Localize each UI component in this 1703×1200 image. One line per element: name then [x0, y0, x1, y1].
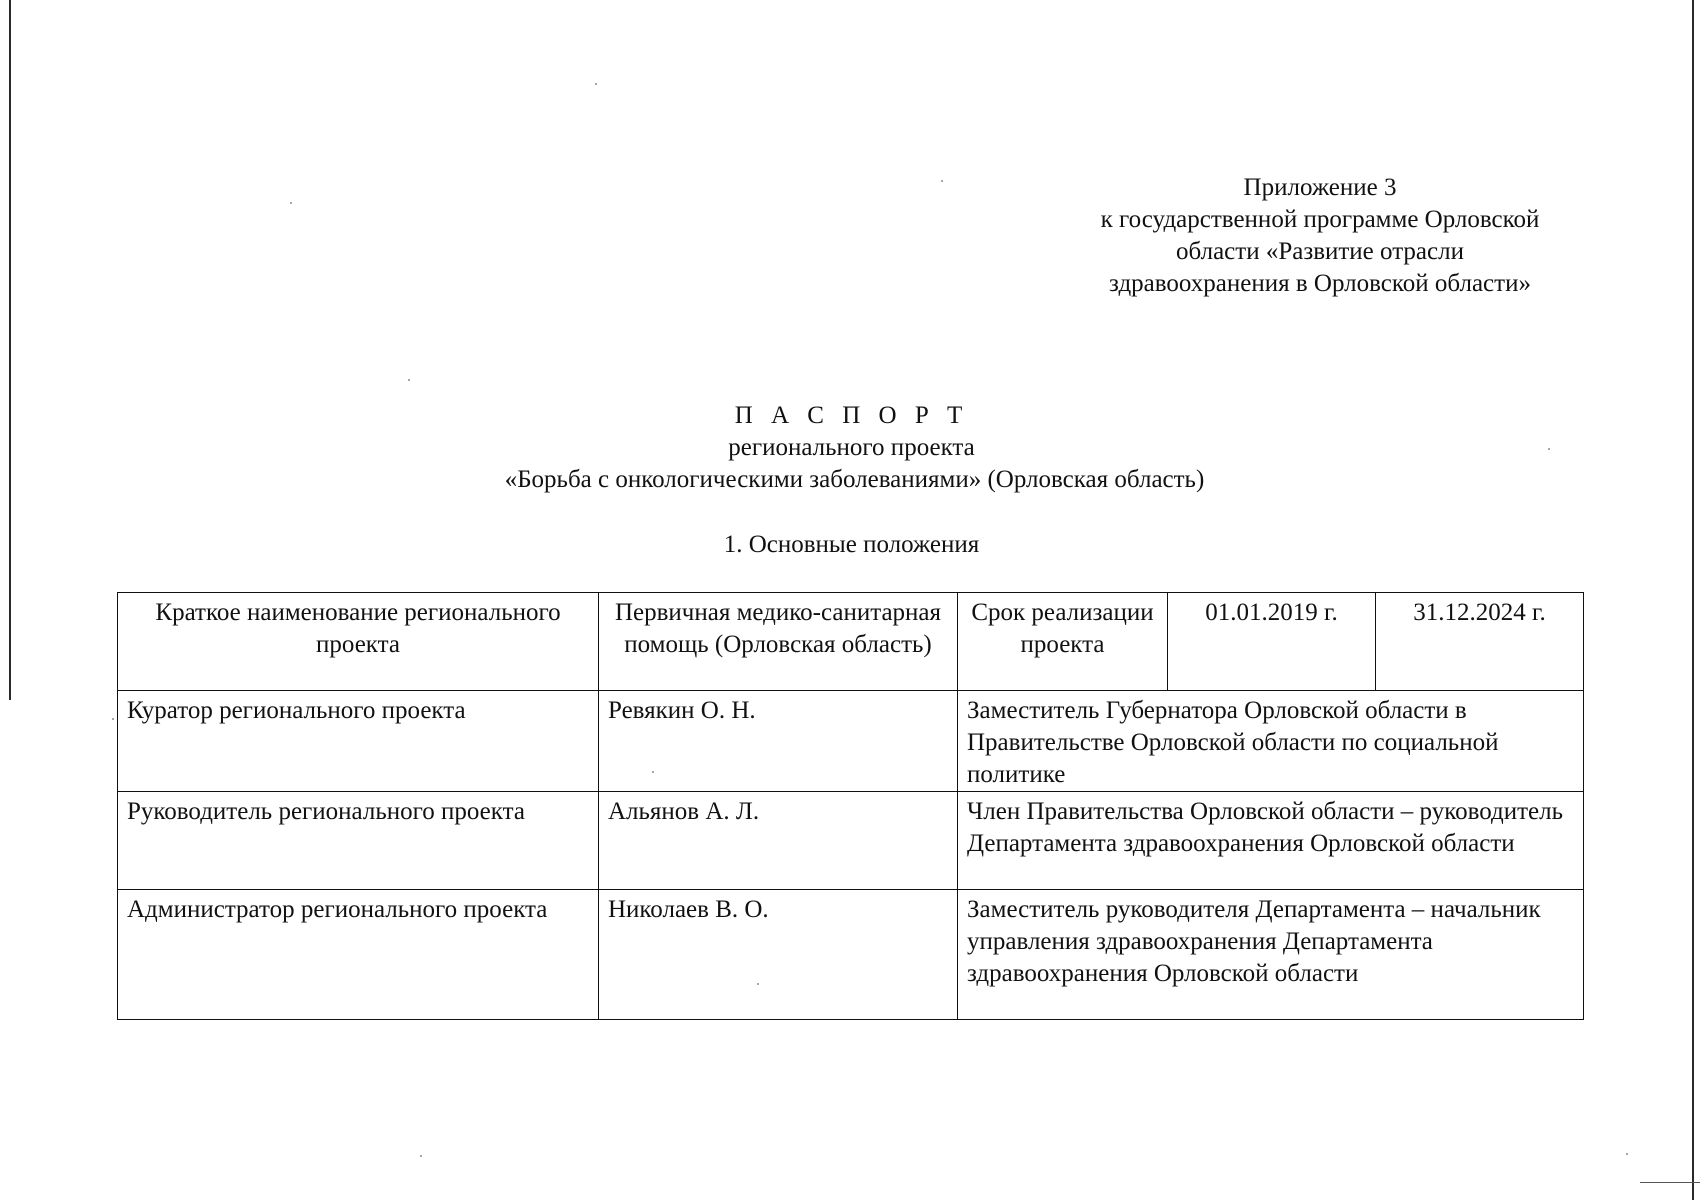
role-cell: Руководитель регионального проекта: [118, 792, 599, 890]
role-cell: Куратор регионального проекта: [118, 691, 599, 792]
scan-speck: [420, 1155, 422, 1157]
term-label-cell: Срок реализации проекта: [958, 593, 1168, 691]
document-subtitle: регионального проекта: [728, 434, 975, 461]
scan-speck: [595, 83, 597, 85]
scan-edge-bottom: [1640, 1182, 1700, 1183]
appendix-line-2: к государственной программе Орловской: [1100, 206, 1540, 233]
scan-speck: [408, 379, 410, 381]
start-date-cell: 01.01.2019 г.: [1168, 593, 1376, 691]
person-cell: Альянов А. Л.: [599, 792, 958, 890]
scan-speck: [941, 180, 943, 182]
scan-speck: [290, 202, 292, 204]
document-title: П А С П О Р Т: [734, 402, 969, 429]
table-row: [118, 593, 1584, 691]
position-cell: Заместитель Губернатора Орловской области в Правительстве Орловской области по социальной политике: [958, 691, 1584, 792]
short-name-label-cell: Краткое наименование регионального проекта: [118, 593, 599, 691]
table-row: [118, 792, 1584, 890]
table-row: [118, 890, 1584, 1020]
scan-speck: [1626, 1153, 1628, 1155]
appendix-line-1: Приложение 3: [1243, 174, 1397, 201]
appendix-note: [1050, 172, 1590, 300]
project-name: «Борьба с онкологическими заболеваниями» (Орловская область): [504, 466, 1205, 493]
short-name-value-cell: Первичная медико-санитарная помощь (Орловская область): [599, 593, 958, 691]
person-cell: Ревякин О. Н.: [599, 691, 958, 792]
end-date-cell: 31.12.2024 г.: [1376, 593, 1584, 691]
passport-table: [117, 592, 1584, 1020]
appendix-line-3: области «Развитие отрасли: [1176, 238, 1464, 265]
person-cell: Николаев В. О.: [599, 890, 958, 1020]
scan-edge-left: [9, 0, 11, 700]
appendix-line-4: здравоохранения в Орловской области»: [1109, 270, 1531, 297]
position-cell: Заместитель руководителя Департамента – начальник управления здравоохранения Департамента здравоохранения Орловской области: [958, 890, 1584, 1020]
scan-speck: [112, 718, 114, 720]
section-heading: 1. Основные положения: [723, 531, 980, 558]
role-cell: Администратор регионального проекта: [118, 890, 599, 1020]
table-row: [118, 691, 1584, 792]
position-cell: Член Правительства Орловской области – руководитель Департамента здравоохранения Орловской области: [958, 792, 1584, 890]
scan-edge-right: [1692, 0, 1694, 1200]
